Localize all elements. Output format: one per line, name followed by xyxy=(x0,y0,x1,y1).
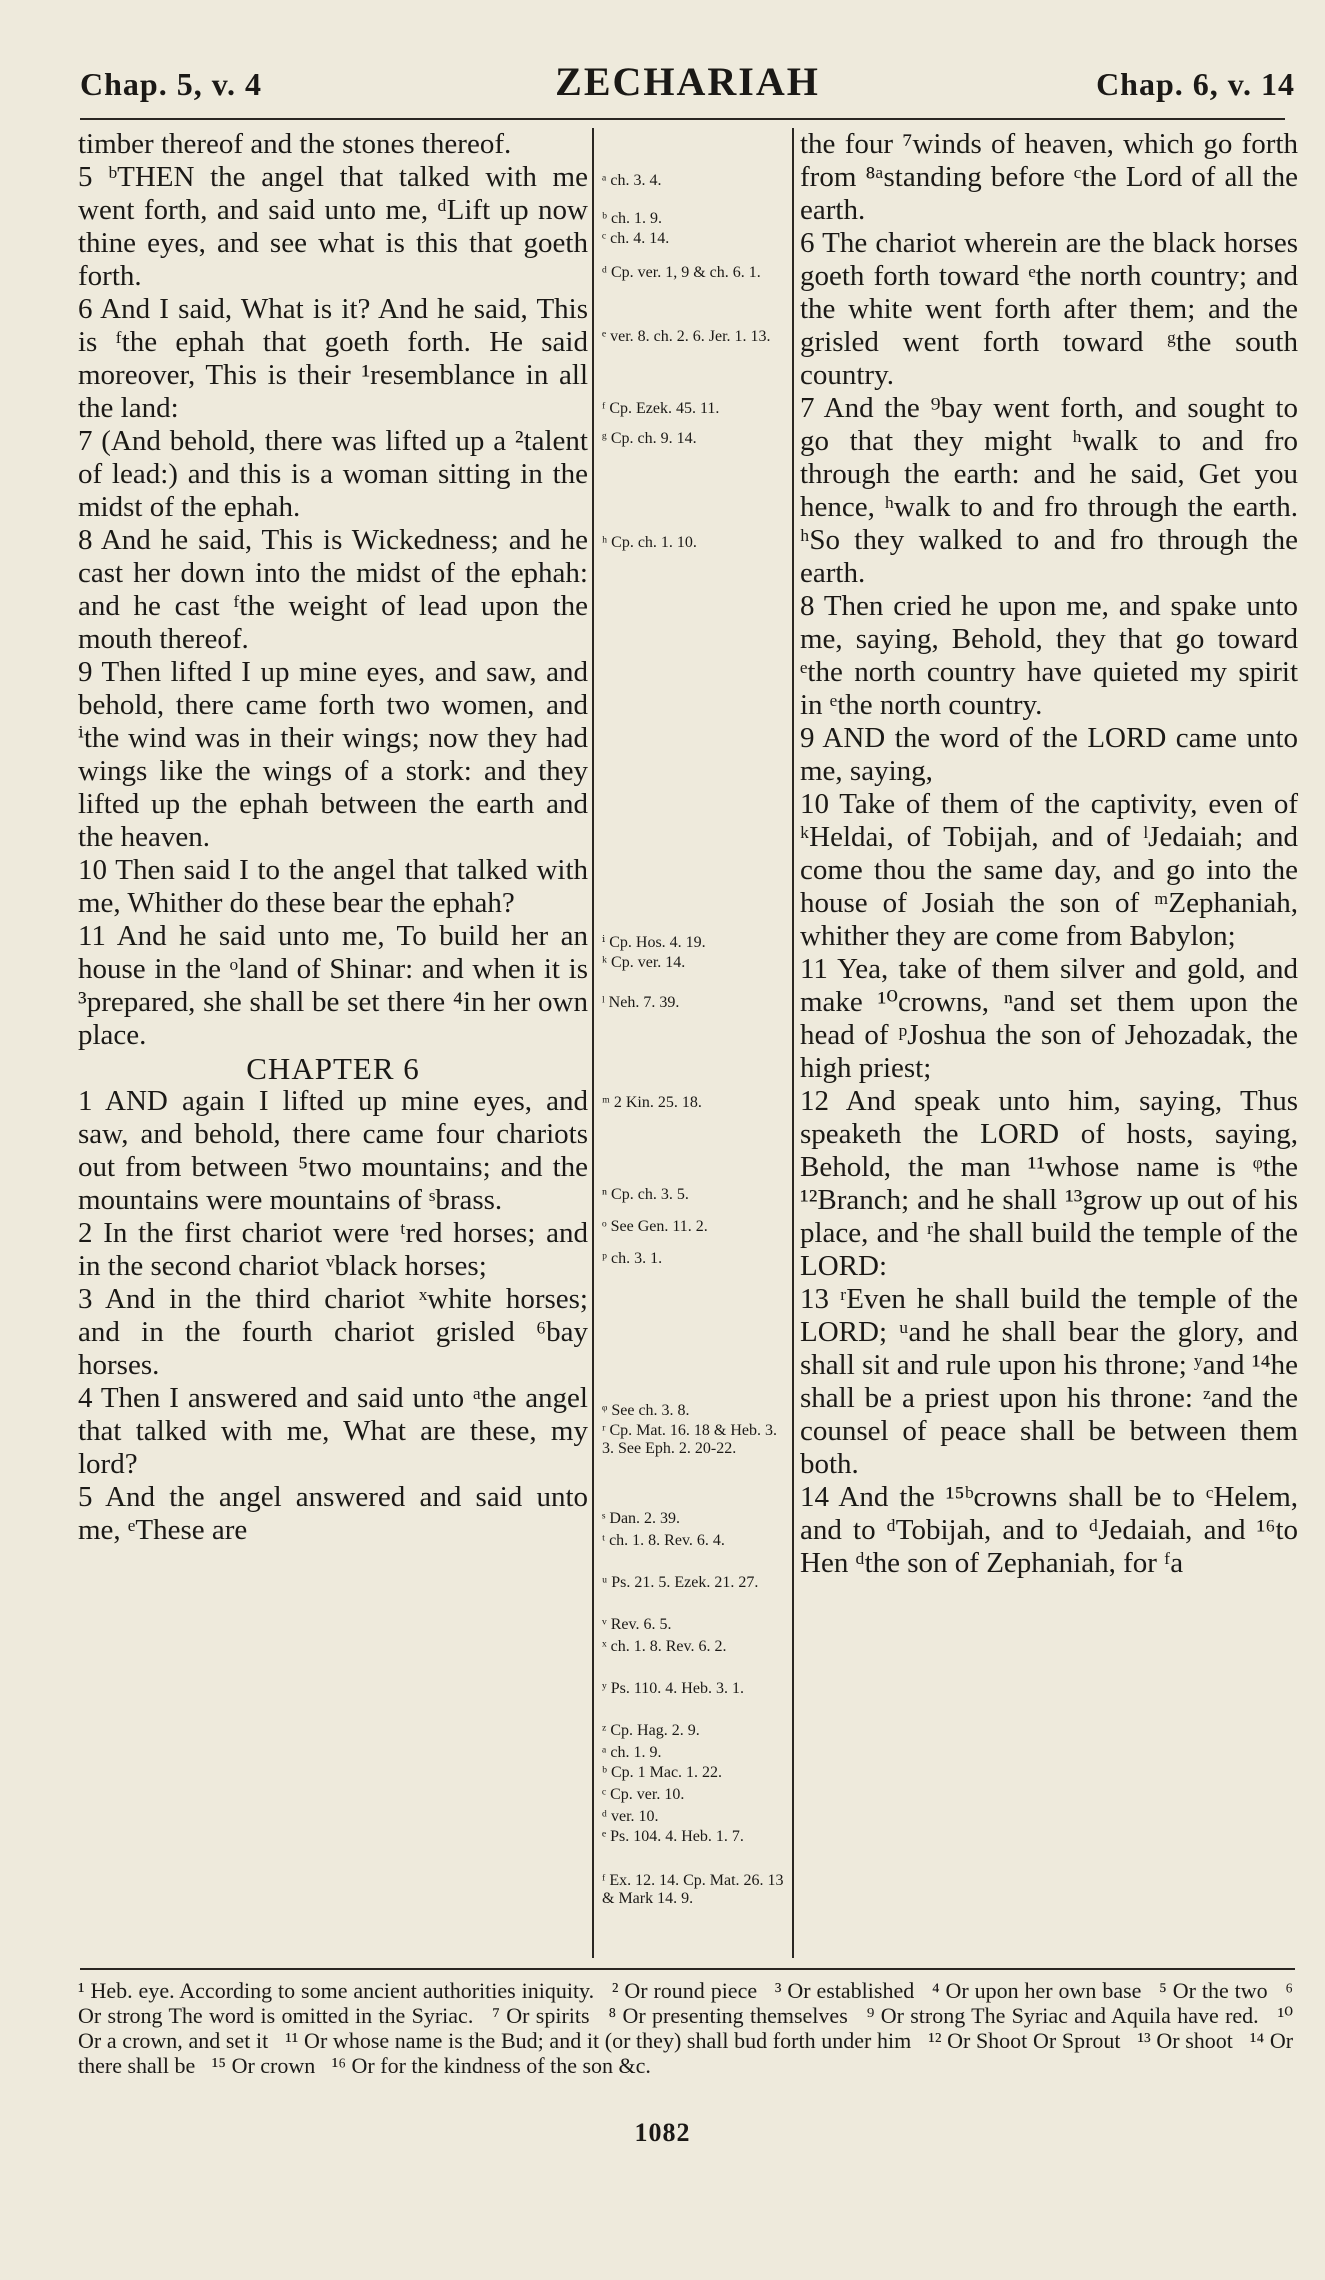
verse-text: timber thereof and the stones thereof. xyxy=(78,128,512,160)
footnote: ¹ Heb. eye. According to some ancient authorities iniquity. xyxy=(78,1978,595,2003)
verse-text: 10 Take of them of the captivity, even of ᵏHeldai, of Tobijah, and of ˡJedaiah; and come thou the same day, and go into the house of Josiah the son of ᵐZephaniah, whither they are come from Babylon; xyxy=(800,788,1298,952)
footnote-rule xyxy=(80,1968,1295,1970)
cross-reference: ᵃ ch. 1. 9. xyxy=(602,1744,662,1761)
verse-text: 11 Yea, take of them silver and gold, and make ¹⁰crowns, ⁿand set them upon the head of ᵖJoshua the son of Jehozadak, the high priest; xyxy=(800,953,1298,1084)
column-rule-right xyxy=(792,128,794,1958)
verse-text: 8 Then cried he upon me, and spake unto me, saying, Behold, they that go toward ᵉthe north country have quieted my spirit in ᵉthe north country. xyxy=(800,590,1298,721)
cross-reference: ᵉ ver. 8. ch. 2. 6. Jer. 1. 13. xyxy=(602,328,771,345)
cross-reference: ᶠ Cp. Ezek. 45. 11. xyxy=(602,400,720,417)
cross-reference: ˡ Neh. 7. 39. xyxy=(602,994,680,1011)
cross-reference: ᵇ Cp. 1 Mac. 1. 22. xyxy=(602,1764,723,1781)
footnote: ⁹ Or strong The Syriac and Aquila have red. xyxy=(866,2003,1259,2028)
footnote: ¹³ Or shoot xyxy=(1137,2028,1233,2053)
running-head-left: Chap. 5, v. 4 xyxy=(80,66,262,102)
cross-reference: ᵛ Rev. 6. 5. xyxy=(602,1616,672,1633)
cross-reference: ᶻ Cp. Hag. 2. 9. xyxy=(602,1722,700,1739)
cross-reference: ʰ Cp. ch. 1. 10. xyxy=(602,534,697,551)
running-head xyxy=(80,58,1295,118)
verse-text: 9 Then lifted I up mine eyes, and saw, and behold, there came forth two women, and ⁱthe wind was in their wings; now they had wings like the wings of a stork: and they lifted up the ephah between the earth and the heaven. xyxy=(78,656,588,853)
verse-text: 7 (And behold, there was lifted up a ²talent of lead:) and this is a woman sitting in the midst of the ephah. xyxy=(78,425,588,523)
verse-text: 12 And speak unto him, saying, Thus speaketh the LORD of hosts, saying, Behold, the man ¹¹whose name is ᵠthe ¹²Branch; and he shall ¹³grow up out of his place, and ʳhe shall build the temple of the LORD: xyxy=(800,1085,1298,1282)
cross-reference: ⁿ Cp. ch. 3. 5. xyxy=(602,1186,689,1203)
cross-reference: ᵍ Cp. ch. 9. 14. xyxy=(602,430,697,447)
cross-reference: ᵗ ch. 1. 8. Rev. 6. 4. xyxy=(602,1532,725,1549)
cross-reference: ᵖ ch. 3. 1. xyxy=(602,1250,663,1267)
cross-reference: ʳ Cp. Mat. 16. 18 & Heb. 3. 3. See Eph. 2. 20-22. xyxy=(602,1422,778,1457)
footnotes xyxy=(78,1978,1293,2078)
cross-reference: ˣ ch. 1. 8. Rev. 6. 2. xyxy=(602,1638,727,1655)
verse-text: 1 AND again I lifted up mine eyes, and saw, and behold, there came four chariots out from between ⁵two mountains; and the mountains were mountains of ˢbrass. xyxy=(78,1085,588,1216)
verse-text: 10 Then said I to the angel that talked with me, Whither do these bear the ephah? xyxy=(78,854,588,919)
footnote: ² Or round piece xyxy=(611,1978,758,2003)
cross-reference: ⁱ Cp. Hos. 4. 19. xyxy=(602,934,706,951)
left-text-column xyxy=(78,128,588,1547)
verse-text: 11 And he said unto me, To build her an house in the ᵒland of Shinar: and when it is ³prepared, she shall be set there ⁴in her own place. xyxy=(78,920,588,1051)
verse-text: 4 Then I answered and said unto ᵃthe angel that talked with me, What are these, my lord? xyxy=(78,1382,588,1480)
cross-reference: ʸ Ps. 110. 4. Heb. 3. 1. xyxy=(602,1680,744,1697)
book-title: ZECHARIAH xyxy=(555,59,820,104)
verse-text: 6 And I said, What is it? And he said, This is ᶠthe ephah that goeth forth. He said moreover, This is their ¹resemblance in all the land: xyxy=(78,293,588,424)
footnote: ¹⁴ Or there shall be xyxy=(78,2028,1294,2078)
cross-reference: ᵈ Cp. ver. 1, 9 & ch. 6. 1. xyxy=(602,264,761,281)
cross-reference: ᵘ Ps. 21. 5. Ezek. 21. 27. xyxy=(602,1574,759,1591)
footnote: ⁷ Or spirits xyxy=(492,2003,590,2028)
page-number: 1082 xyxy=(634,2118,691,2147)
cross-reference: ᵠ See ch. 3. 8. xyxy=(602,1402,690,1419)
cross-reference: ᵒ See Gen. 11. 2. xyxy=(602,1218,708,1235)
footnote: ¹¹ Or whose name is the Bud; and it (or they) shall bud forth under him xyxy=(285,2028,912,2053)
verse-text: the four ⁷winds of heaven, which go forth from ⁸ᵃstanding before ᶜthe Lord of all the earth. xyxy=(800,128,1298,226)
footnote: ⁵ Or the two xyxy=(1159,1978,1268,2003)
cross-reference: ˢ Dan. 2. 39. xyxy=(602,1510,681,1527)
footnote: ¹⁶ Or for the kindness of the son &c. xyxy=(331,2053,651,2078)
footnote: ⁸ Or presenting themselves xyxy=(608,2003,848,2028)
cross-reference: ᶜ ch. 4. 14. xyxy=(602,230,670,247)
cross-reference: ᵈ ver. 10. xyxy=(602,1808,659,1825)
verse-text: 5 And the angel answered and said unto me, ᵉThese are xyxy=(78,1481,588,1546)
right-text-column xyxy=(800,128,1298,1580)
footnote: ¹² Or Shoot Or Sprout xyxy=(928,2028,1121,2053)
verse-text: 7 And the ⁹bay went forth, and sought to go that they might ʰwalk to and fro through the earth: and he said, Get you hence, ʰwalk to and fro through the earth. ʰSo they walked to and fro through the earth. xyxy=(800,392,1298,589)
cross-reference: ᵇ ch. 1. 9. xyxy=(602,210,663,227)
chapter-heading: CHAPTER 6 xyxy=(246,1051,420,1086)
verse-text: 9 AND the word of the LORD came unto me, saying, xyxy=(800,722,1298,787)
cross-reference: ᵐ 2 Kin. 25. 18. xyxy=(602,1094,702,1111)
column-rule-left xyxy=(592,128,594,1958)
running-head-right: Chap. 6, v. 14 xyxy=(1096,66,1295,102)
cross-reference: ᵏ Cp. ver. 14. xyxy=(602,954,686,971)
verse-text: 14 And the ¹⁵ᵇcrowns shall be to ᶜHelem, and to ᵈTobijah, and to ᵈJedaiah, and ¹⁶to Hen ᵈthe son of Zephaniah, for ᶠa xyxy=(800,1481,1298,1579)
verse-text: 8 And he said, This is Wickedness; and he cast her down into the midst of the ephah: and he cast ᶠthe weight of lead upon the mouth thereof. xyxy=(78,524,588,655)
verse-text: 13 ʳEven he shall build the temple of the LORD; ᵘand he shall bear the glory, and shall sit and rule upon his throne; ʸand ¹⁴he shall be a priest upon his throne: ᶻand the counsel of peace shall be between them both. xyxy=(800,1283,1298,1480)
cross-reference: ᵃ ch. 3. 4. xyxy=(602,172,662,189)
footnote: ⁴ Or upon her own base xyxy=(931,1978,1142,2003)
footnote: ³ Or established xyxy=(774,1978,915,2003)
verse-text: 3 And in the third chariot ˣwhite horses; and in the fourth chariot grisled ⁶bay horses. xyxy=(78,1283,588,1381)
cross-reference: ᶠ Ex. 12. 14. Cp. Mat. 26. 13 & Mark 14. 9. xyxy=(602,1872,784,1907)
cross-reference-column xyxy=(596,128,788,1958)
footnote: ⁶ Or strong The word is omitted in the Syriac. xyxy=(78,1978,1294,2028)
verse-text: 6 The chariot wherein are the black horses goeth forth toward ᵉthe north country; and the white went forth after them; and the grisled went forth toward ᵍthe south country. xyxy=(800,227,1298,391)
footnote: ¹⁰ Or a crown, and set it xyxy=(78,2003,1294,2053)
verse-text: 5 ᵇTHEN the angel that talked with me went forth, and said unto me, ᵈLift up now thine eyes, and see what is this that goeth forth. xyxy=(78,161,588,292)
cross-reference: ᵉ Ps. 104. 4. Heb. 1. 7. xyxy=(602,1828,744,1845)
cross-reference: ᶜ Cp. ver. 10. xyxy=(602,1786,685,1803)
footnote: ¹⁵ Or crown xyxy=(211,2053,316,2078)
verse-text: 2 In the first chariot were ᵗred horses; and in the second chariot ᵛblack horses; xyxy=(78,1217,588,1282)
header-rule xyxy=(80,118,1285,120)
